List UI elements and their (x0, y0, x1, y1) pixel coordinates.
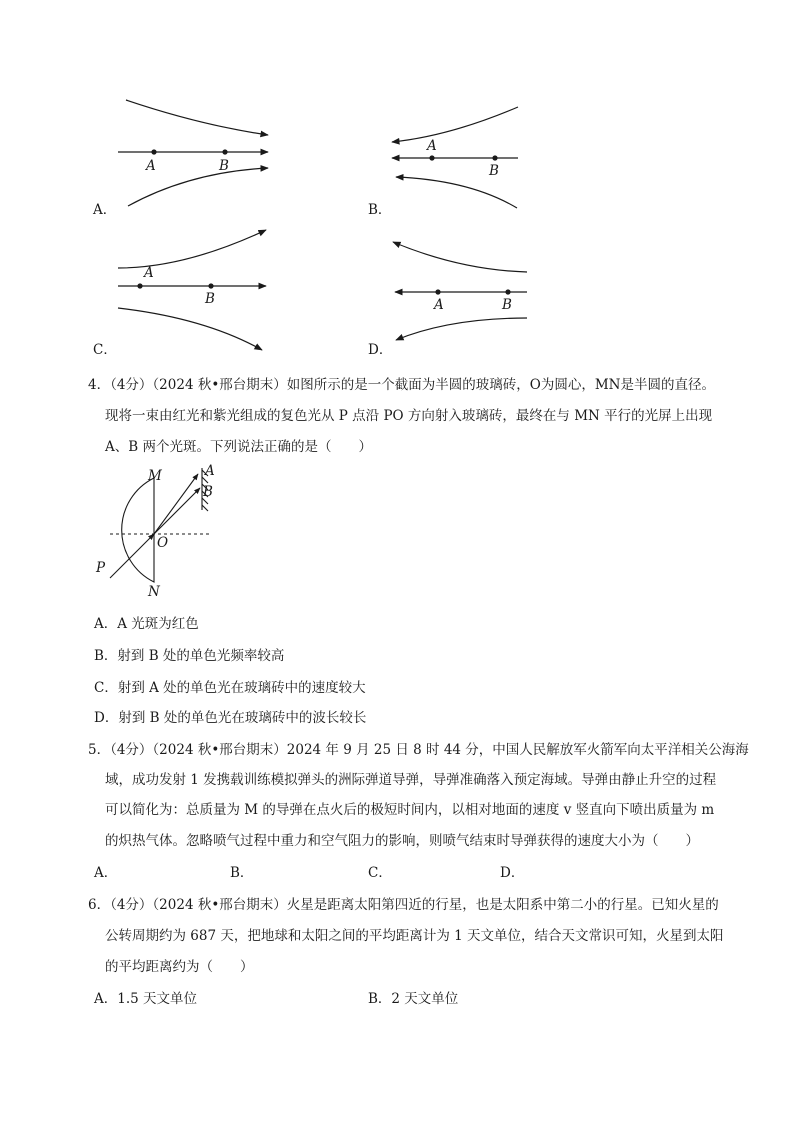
q5-text-line1: 5．（4分）（2024 秋•邢台期末）2024 年 9 月 25 日 8 时 44 分，中国人民解放军火箭军向太平洋相关公海海 (88, 742, 749, 758)
fig-a-label-b: B (219, 158, 229, 174)
fig-d-label-b: B (502, 297, 512, 313)
fig-d-upper-curve (393, 242, 527, 272)
fig-c-point-a (137, 283, 142, 288)
fig-c-label-a: A (144, 265, 154, 281)
fig-b-lower-curve (396, 177, 517, 208)
q6-text-line2: 公转周期约为 687 天，把地球和太阳之间的平均距离计为 1 天文单位，结合天文常识可知，火星到太阳 (105, 928, 724, 944)
fig-d-point-b (505, 289, 510, 294)
q5-text-line2: 域，成功发射 1 发携载训练模拟弹头的洲际弹道导弹，导弹准确落入预定海域。导弹由静止升空的过程 (105, 772, 717, 788)
fig-b-label-a: A (427, 138, 437, 154)
q4-label-a: A (205, 463, 215, 479)
q6-option-a: A．1.5 天文单位 (94, 991, 198, 1007)
fig-b-label-b: B (489, 163, 499, 179)
fig-b-point-b (492, 155, 497, 160)
fig-c-upper-curve (118, 230, 266, 268)
q4-label-p: P (96, 560, 106, 576)
fig-b-upper-curve (392, 107, 518, 142)
q4-label-n: N (148, 584, 160, 600)
fig-c-point-b (208, 283, 213, 288)
fig-b-point-a (429, 155, 434, 160)
q4-option-c: C．射到 A 处的单色光在玻璃砖中的速度较大 (94, 680, 366, 696)
semicircle-glass (122, 478, 154, 582)
q4-text-line1: 4．（4分）（2024 秋•邢台期末）如图所示的是一个截面为半圆的玻璃砖，O为圆心，MN是半圆的直径。 (88, 377, 715, 393)
fig-a-point-a (151, 149, 156, 154)
q4-option-b: B．射到 B 处的单色光频率较高 (94, 648, 285, 664)
fig-d-lower-curve (396, 318, 527, 340)
q5-text-line3: 可以简化为：总质量为 M 的导弹在点火后的极短时间内，以相对地面的速度 v 竖直向下喷出质量为 m (105, 802, 715, 818)
q3-option-b: B． (368, 202, 392, 218)
fig-a-point-b (222, 149, 227, 154)
fig-c-lower-curve (118, 308, 262, 350)
q5-option-c: C． (368, 865, 392, 881)
fig-d-point-a (435, 289, 440, 294)
fig-a-upper-curve (126, 100, 268, 135)
fig-a-label-a: A (146, 158, 156, 174)
q4-text-line3: A、B 两个光斑。下列说法正确的是（ ） (105, 439, 372, 455)
q4-text-line2: 现将一束由红光和紫光组成的复色光从 P 点沿 PO 方向射入玻璃砖，最终在与 MN 平行的光屏上出现 (105, 408, 713, 424)
q4-option-d: D．射到 B 处的单色光在玻璃砖中的波长较长 (94, 710, 367, 726)
q4-label-o: O (157, 535, 169, 551)
q3-option-a: A． (93, 202, 117, 218)
q6-option-b: B．2 天文单位 (368, 991, 459, 1007)
q4-option-a: A．A 光斑为红色 (94, 616, 199, 632)
q3-figures (0, 0, 794, 360)
q3-option-c: C． (93, 342, 117, 358)
q5-option-b: B． (230, 865, 254, 881)
q3-option-d: D． (368, 342, 393, 358)
q4-label-b: B (203, 484, 213, 500)
q5-option-a: A． (94, 865, 118, 881)
ray-to-b (154, 488, 200, 534)
q5-text-line4: 的炽热气体。忽略喷气过程中重力和空气阻力的影响，则喷气结束时导弹获得的速度大小为（ ） (105, 833, 699, 849)
q4-label-m: M (148, 468, 162, 484)
incident-ray (110, 534, 154, 578)
q5-option-d: D． (500, 865, 525, 881)
q6-text-line3: 的平均距离约为（ ） (105, 959, 254, 975)
fig-d-label-a: A (434, 297, 444, 313)
q6-text-line1: 6．（4分）（2024 秋•邢台期末）火星是距离太阳第四近的行星，也是太阳系中第二小的行星。已知火星的 (88, 897, 719, 913)
fig-c-label-b: B (205, 291, 215, 307)
